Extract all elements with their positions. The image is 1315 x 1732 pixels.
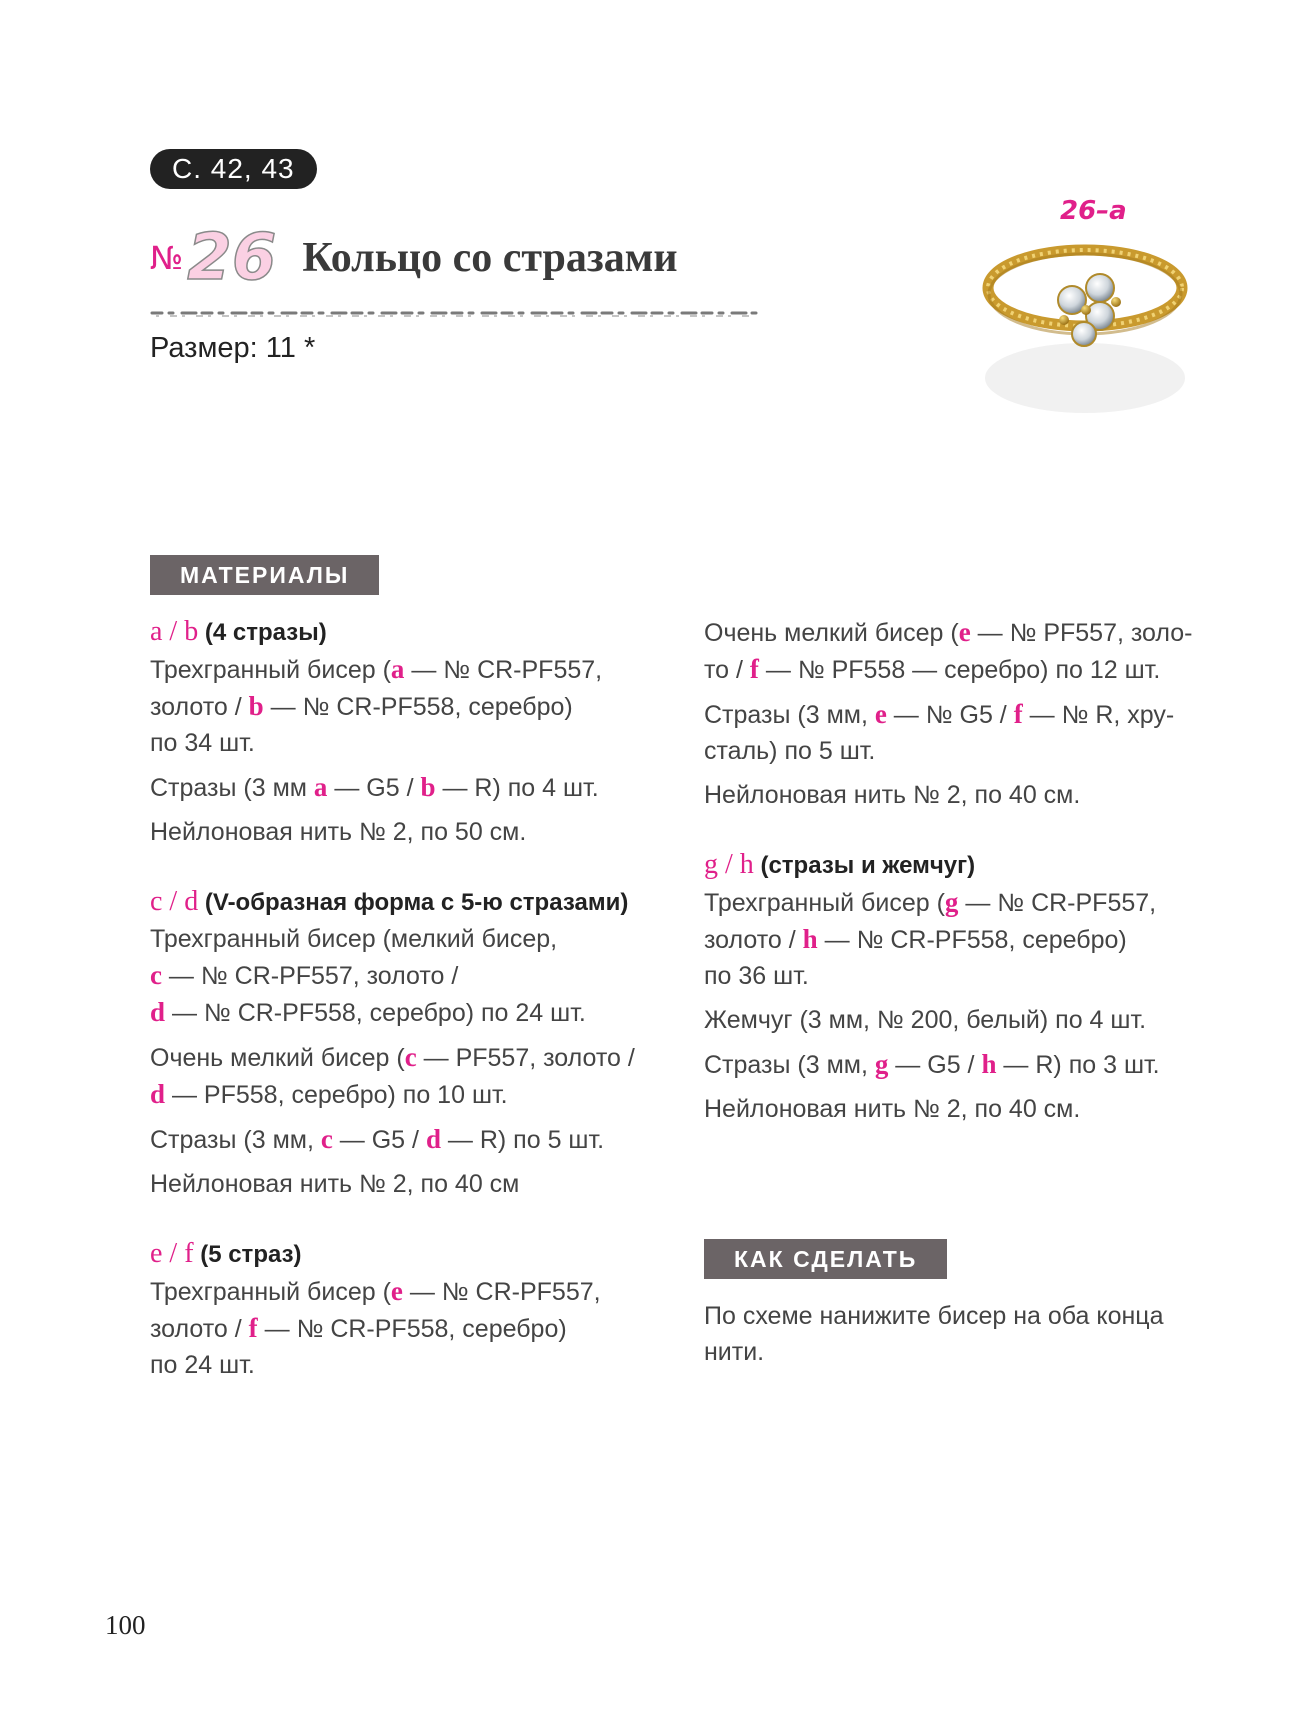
variant-cd [150,884,670,1202]
variant-cd-rhinestones: Стразы (3 мм, c — G5 / d — R) по 5 шт. [150,1124,605,1154]
ring-photo [960,228,1210,433]
variant-gh [704,847,1224,1127]
variant-gh-thread: Нейлоновая нить № 2, по 40 см. [704,1095,1081,1123]
variant-cd-small-beads: Очень мелкий бисер (c — PF557, золото / d — PF558, серебро) по 10 шт. [150,1042,635,1109]
variant-ab [150,614,670,850]
decorative-dashed-divider [150,308,760,320]
howto-body [704,1298,1224,1370]
variant-ab-rhinestones: Стразы (3 мм a — G5 / b — R) по 4 шт. [150,772,599,802]
variant-gh-heading: g / h (стразы и жемчуг) [704,849,976,880]
photo-label: 26–a [1060,196,1127,226]
materials-left-column [150,614,670,1417]
howto-text: По схеме нанижите бисер на оба конца нити. [704,1302,1164,1366]
variant-gh-beads: Трехгранный бисер (g — № CR-PF557, золото / h — № CR-PF558, серебро) по 36 шт. [704,887,1157,990]
variant-gh-rhinestones: Стразы (3 мм, g — G5 / h — R) по 3 шт. [704,1049,1160,1079]
variant-cd-beads: Трехгранный бисер (мелкий бисер, c — № CR-PF557, золото / d — № CR-PF558, серебро) по 24 шт. [150,925,586,1027]
variant-ef [150,1236,670,1383]
variant-cd-thread: Нейлоновая нить № 2, по 40 см [150,1170,520,1198]
page-number: 100 [105,1610,146,1640]
variant-ef-thread: Нейлоновая нить № 2, по 40 см. [704,781,1081,809]
variant-ab-heading: a / b (4 стразы) [150,616,327,647]
page-title: Кольцо со стразами [302,235,678,281]
materials-right-column [704,614,1224,1161]
variant-gh-pearls: Жемчуг (3 мм, № 200, белый) по 4 шт. [704,1006,1147,1034]
ring-size: Размер: 11 * [150,332,316,364]
page-reference-badge: С. 42, 43 [150,149,317,189]
variant-ef-rhinestones: Стразы (3 мм, e — № G5 / f — № R, хру- сталь) по 5 шт. [704,699,1175,765]
variant-ef-small-beads: Очень мелкий бисер (e — № PF557, золо- то / f — № PF558 — серебро) по 12 шт. [704,617,1193,684]
variant-ef-continued [704,614,1224,813]
variant-cd-heading: c / d (V-образная форма с 5-ю стразами) [150,886,629,917]
variant-ef-heading: e / f (5 страз) [150,1238,302,1269]
variant-ef-beads: Трехгранный бисер (e — № CR-PF557, золото / f — № CR-PF558, серебро) по 24 шт. [150,1276,601,1379]
materials-heading: МАТЕРИАЛЫ [150,555,379,595]
number-sign: № [150,239,184,277]
project-title-row [150,218,678,298]
howto-heading: КАК СДЕЛАТЬ [704,1239,947,1279]
variant-ab-thread: Нейлоновая нить № 2, по 50 см. [150,818,527,846]
project-number: 26 [187,221,277,295]
variant-ab-beads: Трехгранный бисер (a — № CR-PF557, золото / b — № CR-PF558, серебро) по 34 шт. [150,654,603,757]
